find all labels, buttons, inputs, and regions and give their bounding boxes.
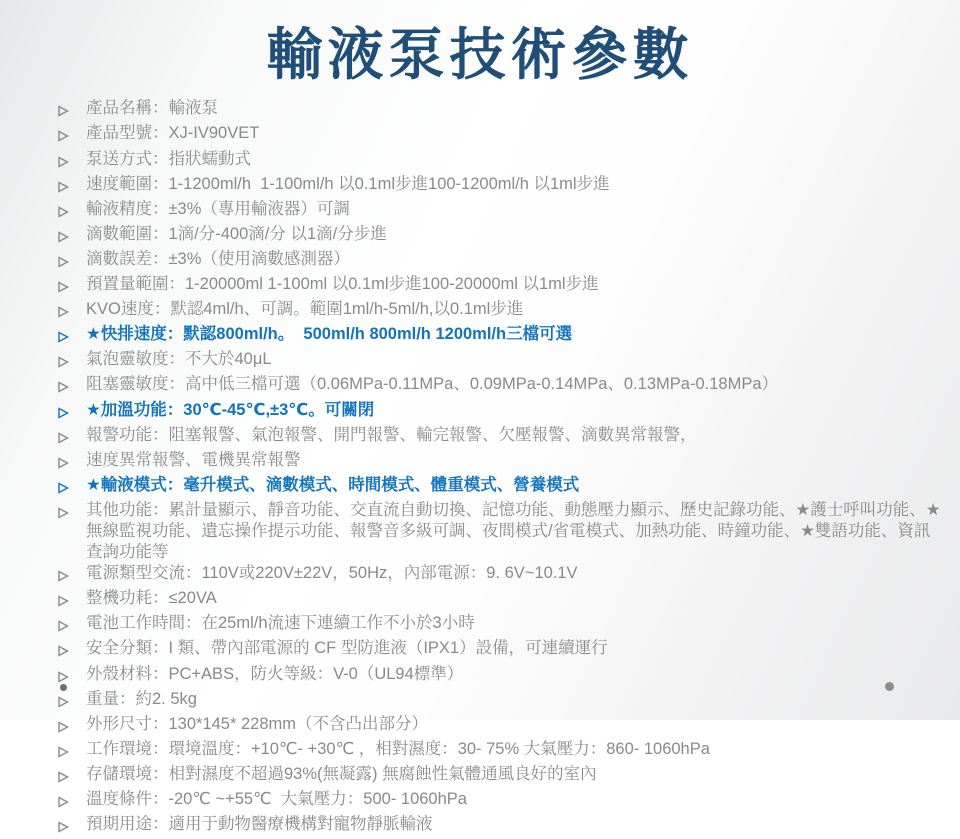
bullet-arrow-icon [58,224,86,249]
bullet-arrow-icon [58,249,86,274]
list-item [58,349,946,374]
spec-text: 外形尺寸：130*145* 228mm（不含凸出部分） [86,714,429,733]
spec-text: 安全分類：I 類、帶內部電源的 CF 型防進液（IPX1）設備，可連續運行 [86,639,608,658]
bullet-arrow-icon [58,199,86,224]
spec-text: 溫度條件：-20℃ ~+55℃ 大氣壓力：500- 1060hPa [86,790,467,809]
bullet-arrow-icon [58,400,86,425]
list-item [58,613,946,638]
bullet-arrow-icon [58,789,86,814]
spec-text: 滴數範圍：1滴/分-400滴/分 以1滴/分步進 [86,224,387,243]
list-item [58,450,946,475]
list-item [58,425,946,450]
list-item [58,123,946,148]
bullet-arrow-icon [58,123,86,148]
list-item [58,174,946,199]
spec-text: ★加溫功能：30℃-45℃,±3℃。可關閉 [86,400,375,419]
bullet-arrow-icon [58,274,86,299]
list-item [58,249,946,274]
spec-text: 產品名稱：輸液泵 [86,99,218,118]
list-item [58,500,946,563]
spec-list [0,98,960,839]
bullet-arrow-icon [58,500,86,525]
bullet-arrow-icon [58,349,86,374]
list-item [58,274,946,299]
list-item [58,814,946,839]
spec-text: 整機功耗：≤20VA [86,589,217,608]
bullet-arrow-icon [58,588,86,613]
list-item [58,475,946,500]
spec-text: 輸液精度：±3%（專用輸液器）可調 [86,199,350,218]
bullet-arrow-icon [58,475,86,500]
list-item [58,324,946,349]
bullet-arrow-icon [58,638,86,663]
list-item [58,98,946,123]
bullet-arrow-icon [58,764,86,789]
decor-dot-right [885,682,894,691]
bullet-arrow-icon [58,149,86,174]
page-title: 輸液泵技術參數 [266,22,694,88]
spec-text: 速度異常報警、電機異常報警 [86,450,301,469]
list-item [58,374,946,399]
list-item [58,689,946,714]
spec-text: 外殼材料：PC+ABS，防火等級：V-0（UL94標準） [86,664,464,683]
list-item [58,400,946,425]
list-item [58,739,946,764]
bullet-arrow-icon [58,563,86,588]
list-item [58,664,946,689]
bullet-arrow-icon [58,814,86,839]
bullet-arrow-icon [58,714,86,739]
spec-text: ★輸液模式：毫升模式、滴數模式、時間模式、體重模式、營養模式 [86,475,580,494]
list-item [58,149,946,174]
spec-text: 電池工作時間：在25ml/h流速下連續工作不小於3小時 [86,614,475,633]
bullet-arrow-icon [58,450,86,475]
bullet-arrow-icon [58,689,86,714]
decor-dot-left [60,684,67,691]
spec-text: 重量：約2. 5kg [86,689,197,708]
spec-text: 報警功能：阻塞報警、氣泡報警、開門報警、輸完報警、欠壓報警、滴數異常報警， [86,425,697,444]
list-item [58,714,946,739]
spec-text: 預期用途：適用于動物醫療機構對寵物靜脈輸液 [86,815,433,834]
bullet-arrow-icon [58,174,86,199]
bullet-arrow-icon [58,299,86,324]
spec-text: 速度範圍：1-1200ml/h 1-100ml/h 以0.1ml步進100-1200ml/h 以1ml步進 [86,174,610,193]
spec-text: 產品型號：XJ-IV90VET [86,124,260,143]
spec-text: 其他功能：累計量顯示、靜音功能、交直流自動切換、記憶功能、動態壓力顯示、歷史記錄功能、★護士呼叫功能、★無線監視功能、遺忘操作提示功能、報警音多級可調、夜間模式/省電模式、加熱功能、時鐘功能、★雙語功能、資訊查詢功能等 [86,500,941,562]
bullet-arrow-icon [58,425,86,450]
list-item [58,563,946,588]
spec-text: 存儲環境：相對濕度不超過93%(無凝露) 無腐蝕性氣體通風良好的室內 [86,764,597,783]
spec-text: KVO速度：默認4ml/h、可調。範圍1ml/h-5ml/h,以0.1ml步進 [86,300,524,319]
bullet-arrow-icon [58,98,86,123]
bullet-arrow-icon [58,739,86,764]
bullet-arrow-icon [58,324,86,349]
spec-text: 滴數誤差：±3%（使用滴數感測器） [86,249,350,268]
bullet-arrow-icon [58,613,86,638]
spec-text: 預置量範圍：1-20000ml 1-100ml 以0.1ml步進100-20000ml 以1ml步進 [86,275,599,294]
bullet-arrow-icon [58,374,86,399]
list-item [58,224,946,249]
spec-text: 泵送方式：指狀蠕動式 [86,149,251,168]
spec-text: 氣泡靈敏度：不大於40μL [86,350,272,369]
spec-text: ★快排速度：默認800ml/h。 500ml/h 800ml/h 1200ml/h三檔可選 [86,325,573,344]
list-item [58,588,946,613]
list-item [58,199,946,224]
spec-text: 電源類型交流：110V或220V±22V，50Hz，內部電源：9. 6V~10.1V [86,564,578,583]
spec-text: 工作環境：環境溫度：+10℃- +30℃ ，相對濕度：30- 75% 大氣壓力：860- 1060hPa [86,739,710,758]
spec-text: 阻塞靈敏度：高中低三檔可選（0.06MPa-0.11MPa、0.09MPa-0.14MPa、0.13MPa-0.18MPa） [86,375,779,394]
list-item [58,299,946,324]
list-item [58,789,946,814]
list-item [58,638,946,663]
list-item [58,764,946,789]
